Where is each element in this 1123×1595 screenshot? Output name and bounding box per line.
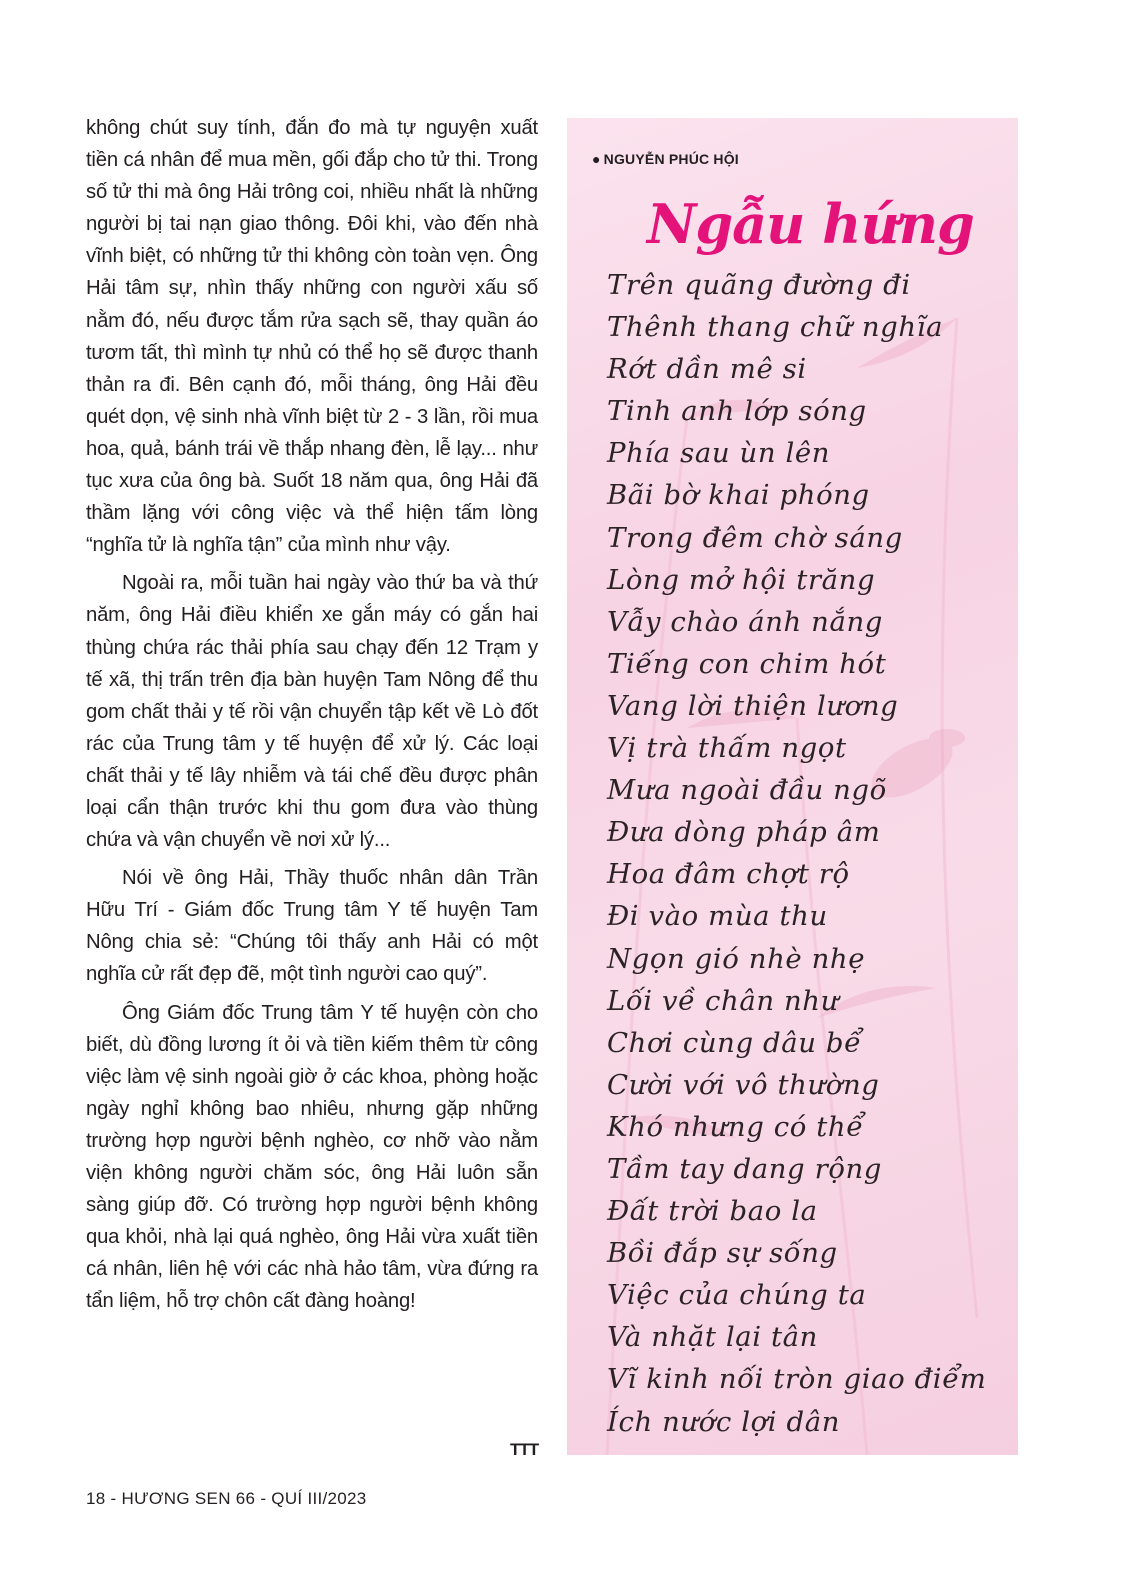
poem-panel (567, 118, 1018, 1455)
poem-line: Việc của chúng ta (607, 1279, 867, 1312)
poem-line: Khó nhưng có thể (607, 1110, 864, 1143)
poem-line: Lối về chân như (607, 984, 839, 1017)
article-paragraph: không chút suy tính, đắn đo mà tự nguyện xuất tiền cá nhân để mua mền, gối đắp cho tử thi. Trong số tử thi mà ông Hải trông coi, nhiều nhất là những người bị tai nạn giao thông. Đôi khi, vào đến nhà vĩnh biệt, có những tử thi không còn toàn vẹn. Ông Hải tâm sự, nhìn thấy những con người xấu số nằm đó, nếu được tắm rửa sạch sẽ, thay quần áo tươm tất, thì mình tự nhủ có thể họ sẽ được thanh thản ra đi. Bên cạnh đó, mỗi tháng, ông Hải đều quét dọn, vệ sinh nhà vĩnh biệt từ 2 - 3 lần, rồi mua hoa, quả, bánh trái về thắp nhang đèn, lễ lạy... như tục xưa của ông bà. Suốt 18 năm qua, ông Hải đã thầm lặng với công việc và thể hiện tấm lòng “nghĩa tử là nghĩa tận” của mình như vậy. (86, 117, 538, 557)
poem-line: Ngọn gió nhè nhẹ (607, 942, 866, 975)
poem-line: Thênh thang chữ nghĩa (607, 311, 944, 344)
article-paragraph: Ông Giám đốc Trung tâm Y tế huyện còn cho biết, dù đồng lương ít ỏi và tiền kiếm thêm từ công việc làm vệ sinh ngoài giờ ở các khoa, phòng hoặc ngày nghỉ không bao nhiêu, nhưng gặp những trường hợp người bệnh nghèo, cơ nhỡ vào nằm viện không người chăm sóc, ông Hải luôn sẵn sàng giúp đỡ. Có trường hợp người bệnh không qua khỏi, nhà lại quá nghèo, ông Hải vừa xuất tiền cá nhân, liên hệ với các nhà hảo tâm, vừa đứng ra tẩn liệm, hỗ trợ chôn cất đàng hoàng! (86, 1001, 538, 1313)
poem-line: Chơi cùng dâu bể (607, 1026, 862, 1059)
bullet-icon: ● (592, 151, 601, 167)
poem-line: Đất trời bao la (607, 1195, 818, 1228)
poem-line: Tầm tay dang rộng (607, 1152, 883, 1185)
poem-line: Hoa đâm chợt rộ (607, 858, 850, 891)
poem-line: Vị trà thấm ngọt (607, 732, 847, 765)
poem-line: Và nhặt lại tân (607, 1321, 818, 1354)
article-paragraph: Ngoài ra, mỗi tuần hai ngày vào thứ ba và thứ năm, ông Hải điều khiển xe gắn máy có gắn hai thùng chứa rác thải phía sau chạy đến 12 Trạm y tế xã, thị trấn trên địa bàn huyện Tam Nông để thu gom chất thải y tế rồi vận chuyển tập kết về Lò đốt rác của Trung tâm y tế huyện để xử lý. Các loại chất thải y tế lây nhiễm và tái chế đều được phân loại cẩn thận trước khi thu gom đưa vào thùng chứa và vận chuyển về nơi xử lý... (86, 572, 538, 852)
poem-line: Trong đêm chờ sáng (607, 521, 903, 554)
poem-line: Đưa dòng pháp âm (607, 816, 881, 849)
article-paragraph: Nói về ông Hải, Thầy thuốc nhân dân Trần Hữu Trí - Giám đốc Trung tâm Y tế huyện Tam Nông chia sẻ: “Chúng tôi thấy anh Hải có một nghĩa cử rất đẹp đẽ, một tình người cao quý”. (86, 867, 538, 986)
poem-title: Ngẫu hứng (647, 192, 974, 256)
poem-author (592, 151, 739, 167)
poem-line: Phía sau ùn lên (607, 437, 831, 470)
poem-line: Bãi bờ khai phóng (607, 479, 870, 512)
page-footer: 18 - HƯƠNG SEN 66 - QUÍ III/2023 (86, 1489, 367, 1508)
poem-line: Lòng mở hội trăng (607, 563, 876, 596)
poem-line: Cười với vô thường (607, 1068, 880, 1101)
poem-line: Tinh anh lớp sóng (607, 395, 867, 428)
poem-line: Mưa ngoài đầu ngõ (607, 774, 887, 807)
poem-line: Trên quãng đường đi (607, 269, 911, 301)
poem-line: Vĩ kinh nối tròn giao điểm (607, 1363, 987, 1396)
poem-line: Vang lời thiện lương (607, 689, 899, 722)
poem-line: Vẫy chào ánh nắng (607, 605, 883, 638)
poem-line: Rớt dần mê si (607, 353, 807, 386)
poem-line: Bồi đắp sự sống (607, 1237, 838, 1270)
poem-line: Ích nước lợi dân (607, 1405, 841, 1438)
poem-line: Đi vào mùa thu (607, 900, 828, 933)
poem-lines (607, 264, 986, 1443)
poem-author-name: NGUYỄN PHÚC HỘI (603, 151, 739, 167)
poem-line: Tiếng con chim hót (607, 647, 887, 680)
article-end-mark: TTT (510, 1440, 539, 1459)
article-body (86, 112, 538, 1323)
